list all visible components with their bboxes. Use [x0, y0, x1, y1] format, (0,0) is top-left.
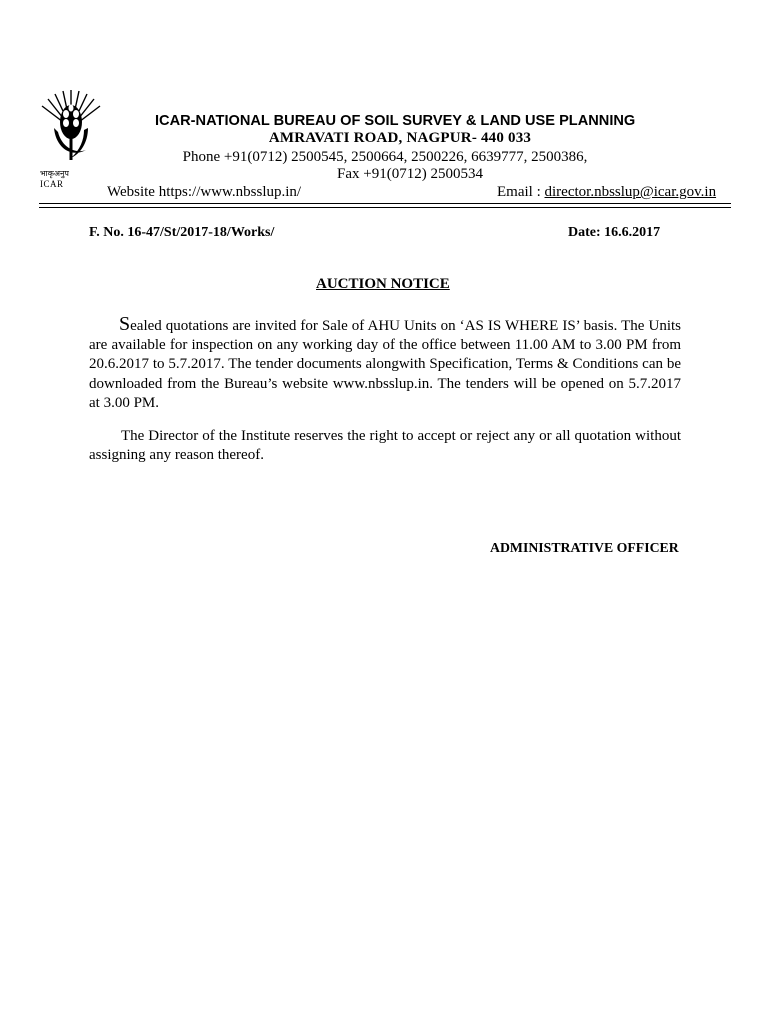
wheat-emblem-icon	[36, 88, 106, 168]
email-line	[497, 184, 716, 201]
drop-cap-letter: S	[119, 313, 131, 335]
fax-number: Fax +91(0712) 2500534	[337, 166, 483, 182]
phone-numbers: Phone +91(0712) 2500545, 2500664, 2500226, 6639777, 2500386,	[182, 149, 588, 165]
notice-paragraph-2: The Director of the Institute reserves the right to accept or reject any or all quotation without assigning any reason thereof.	[89, 428, 681, 464]
paragraph-1-text: ealed quotations are invited for Sale of AHU Units on ‘AS IS WHERE IS’ basis. The Units are available for inspection on any working day of the office between 11.00 AM to 3.00 PM from 20.6.2017 to 5.7.2017. The tender documents alongwith Specification, Terms & Conditions can be downloaded from the Bureau’s website www.nbsslup.in. The tenders will be opened on 5.7.2017 at 3.00 PM.	[89, 318, 681, 411]
logo-hindi-text: भाकृअनुप	[40, 169, 69, 178]
notice-paragraph-1	[89, 315, 681, 413]
email-link[interactable]: director.nbsslup@icar.gov.in	[544, 184, 717, 200]
email-label: Email :	[497, 184, 545, 200]
notice-title: AUCTION NOTICE	[316, 276, 450, 292]
icar-logo	[36, 88, 106, 192]
notice-date: Date: 16.6.2017	[568, 225, 661, 240]
website-line: Website https://www.nbsslup.in/	[107, 184, 302, 200]
file-number: F. No. 16-47/St/2017-18/Works/	[89, 225, 275, 240]
organization-address: AMRAVATI ROAD, NAGPUR- 440 033	[268, 130, 532, 146]
organization-name: ICAR-NATIONAL BUREAU OF SOIL SURVEY & LAND USE PLANNING	[155, 113, 636, 129]
logo-icar-text: ICAR	[40, 179, 64, 189]
header-divider-thin	[39, 207, 731, 208]
header-divider-thick	[39, 203, 731, 204]
signatory-title: ADMINISTRATIVE OFFICER	[490, 540, 679, 555]
